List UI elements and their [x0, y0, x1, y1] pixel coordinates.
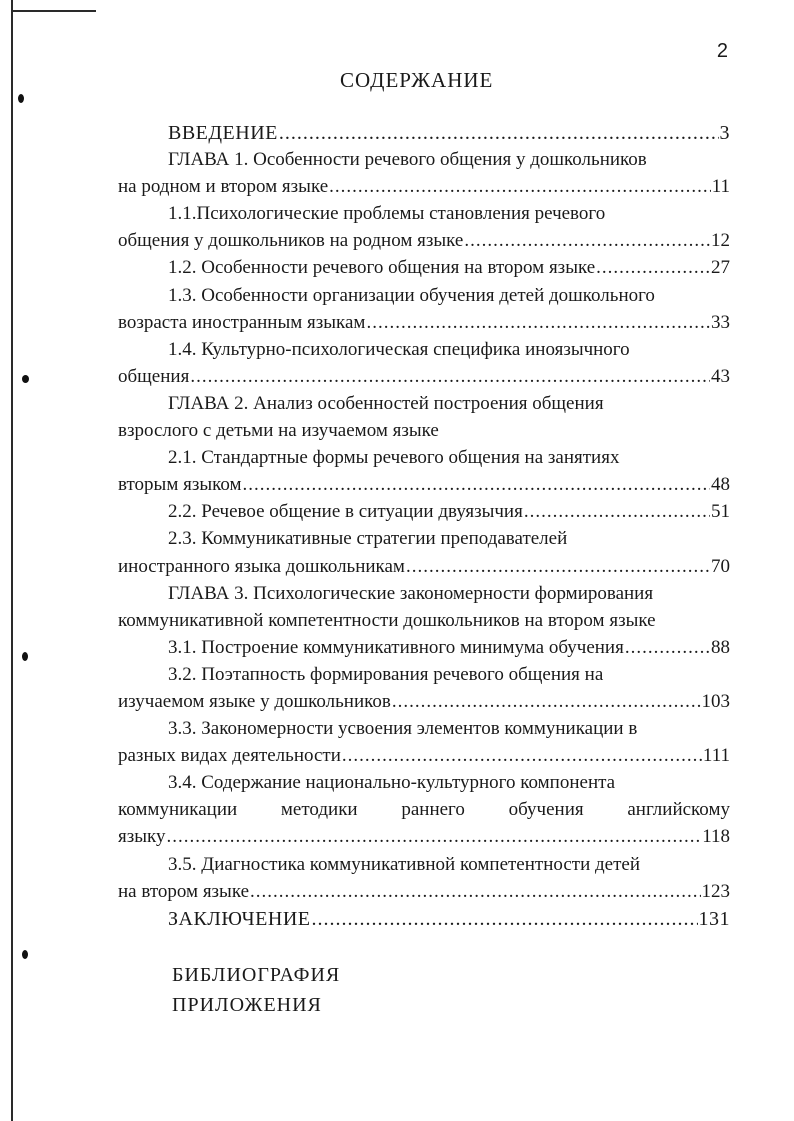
toc-chapter-2	[118, 393, 730, 420]
toc-section-3-5	[118, 854, 730, 881]
toc-word: обучения	[508, 799, 584, 821]
binding-hole-mark	[18, 94, 24, 103]
toc-section-3-4	[118, 772, 730, 799]
toc-text: 2.1. Стандартные формы речевого общения на занятиях	[168, 447, 620, 469]
toc-entry-intro	[118, 122, 730, 149]
toc-text: 3.3. Закономерности усвоения элементов коммуникации в	[168, 718, 638, 740]
toc-page-number: 111	[702, 745, 730, 767]
toc-section-1-4-cont	[118, 366, 730, 393]
toc-text: изучаемом языке у дошкольников	[118, 690, 391, 712]
toc-section-2-2	[118, 501, 730, 528]
toc-appendices: ПРИЛОЖЕНИЯ	[172, 994, 322, 1016]
toc-page-number: 33	[711, 311, 730, 333]
toc-text: на втором языке	[118, 880, 250, 902]
dot-leader	[279, 122, 719, 145]
toc-section-3-5-cont	[118, 881, 730, 908]
dot-leader	[625, 637, 710, 659]
toc-text: 1.4. Культурно-психологическая специфика иноязычного	[168, 338, 630, 360]
dot-leader	[166, 826, 701, 848]
toc-text: разных видах деятельности	[118, 745, 341, 767]
dot-leader	[243, 474, 710, 496]
toc-text: общения у дошкольников на родном языке	[118, 230, 464, 252]
toc-text: на родном и втором языке	[118, 176, 329, 198]
toc-label: ЗАКЛЮЧЕНИЕ	[168, 907, 311, 930]
dot-leader	[596, 257, 710, 279]
toc-text: 3.4. Содержание национально-культурного компонента	[168, 772, 616, 794]
toc-text: 1.1.Психологические проблемы становления речевого	[168, 203, 606, 225]
toc-page-number: 48	[711, 474, 730, 496]
toc-page-number: 12	[711, 230, 730, 252]
toc-page-number: 88	[711, 636, 730, 658]
toc-section-3-2-cont	[118, 691, 730, 718]
toc-section-2-1-cont	[118, 474, 730, 501]
toc-text: возраста иностранным языкам	[118, 311, 366, 333]
toc-text: ГЛАВА 1. Особенности речевого общения у дошкольников	[168, 149, 647, 171]
toc-section-3-2	[118, 664, 730, 691]
toc-section-3-4-cont	[118, 799, 730, 826]
toc-section-1-4	[118, 339, 730, 366]
toc-word: коммуникации	[118, 799, 238, 821]
dot-leader	[524, 501, 710, 523]
toc-text: 3.5. Диагностика коммуникативной компетентности детей	[168, 853, 641, 875]
toc-page-number: 43	[711, 365, 730, 387]
toc-section-3-4-cont2	[118, 826, 730, 853]
page-number: 2	[716, 40, 728, 62]
toc-section-3-3-cont	[118, 745, 730, 772]
toc-chapter-3	[118, 583, 730, 610]
toc-page-number: 131	[698, 907, 730, 930]
toc-chapter-3-cont	[118, 610, 730, 637]
toc-page-number: 70	[711, 555, 730, 577]
toc-appendix-block	[172, 960, 340, 1020]
binding-hole-mark	[22, 652, 28, 661]
dot-leader	[329, 176, 711, 198]
dot-leader	[464, 230, 710, 252]
toc-section-3-1	[118, 637, 730, 664]
scan-border-left	[11, 0, 13, 1121]
toc-chapter-1	[118, 149, 730, 176]
toc-text: ГЛАВА 3. Психологические закономерности формирования	[168, 582, 654, 604]
toc-text: иностранного языка дошкольникам	[118, 555, 405, 577]
toc-section-1-3-cont	[118, 312, 730, 339]
dot-leader	[342, 745, 702, 767]
toc-text: 2.3. Коммуникативные стратегии преподавателей	[168, 528, 568, 550]
dot-leader	[366, 312, 710, 334]
dot-leader	[250, 881, 700, 903]
toc-word: методики	[280, 799, 358, 821]
toc-text: ГЛАВА 2. Анализ особенностей построения общения	[168, 392, 604, 414]
toc-text: коммуникативной компетентности дошкольников на втором языке	[118, 609, 656, 631]
toc-section-1-2	[118, 257, 730, 284]
toc-page-number: 118	[702, 826, 730, 848]
toc-text: 1.2. Особенности речевого общения на втором языке	[168, 257, 596, 279]
toc-text: языку	[118, 826, 166, 848]
toc-text: 3.1. Построение коммуникативного минимума обучения	[168, 636, 624, 658]
toc-entry-conclusion	[118, 908, 730, 935]
toc-page-number: 11	[711, 176, 730, 198]
toc-text: 1.3. Особенности организации обучения детей дошкольного	[168, 284, 655, 306]
table-of-contents	[118, 122, 730, 935]
toc-text: общения	[118, 365, 190, 387]
toc-word: английскому	[627, 799, 730, 821]
toc-label: ВВЕДЕНИЕ	[168, 122, 278, 144]
toc-section-2-3	[118, 528, 730, 555]
binding-hole-mark	[22, 950, 28, 959]
dot-leader	[406, 556, 710, 578]
toc-page-number: 103	[701, 690, 730, 712]
toc-chapter-1-cont	[118, 176, 730, 203]
binding-hole-mark	[22, 375, 29, 383]
toc-bibliography: БИБЛИОГРАФИЯ	[172, 964, 341, 986]
toc-page-number: 27	[711, 257, 730, 279]
toc-section-3-3	[118, 718, 730, 745]
toc-page-number: 123	[701, 880, 730, 902]
toc-word: раннего	[401, 799, 465, 821]
scan-border-top	[11, 10, 96, 12]
toc-section-2-1	[118, 447, 730, 474]
toc-section-1-1-cont	[118, 230, 730, 257]
toc-text: вторым языком	[118, 474, 242, 496]
toc-section-1-1	[118, 203, 730, 230]
page-title: СОДЕРЖАНИЕ	[340, 68, 494, 92]
toc-text: взрослого с детьми на изучаемом языке	[118, 420, 439, 442]
toc-section-1-3	[118, 285, 730, 312]
dot-leader	[392, 691, 701, 713]
toc-text: 3.2. Поэтапность формирования речевого общения на	[168, 663, 604, 685]
toc-section-2-3-cont	[118, 556, 730, 583]
toc-chapter-2-cont	[118, 420, 730, 447]
toc-page-number: 51	[711, 501, 730, 523]
toc-page-number: 3	[719, 122, 730, 144]
dot-leader	[190, 366, 710, 388]
toc-text: 2.2. Речевое общение в ситуации двуязычия	[168, 501, 523, 523]
dot-leader	[311, 908, 697, 931]
